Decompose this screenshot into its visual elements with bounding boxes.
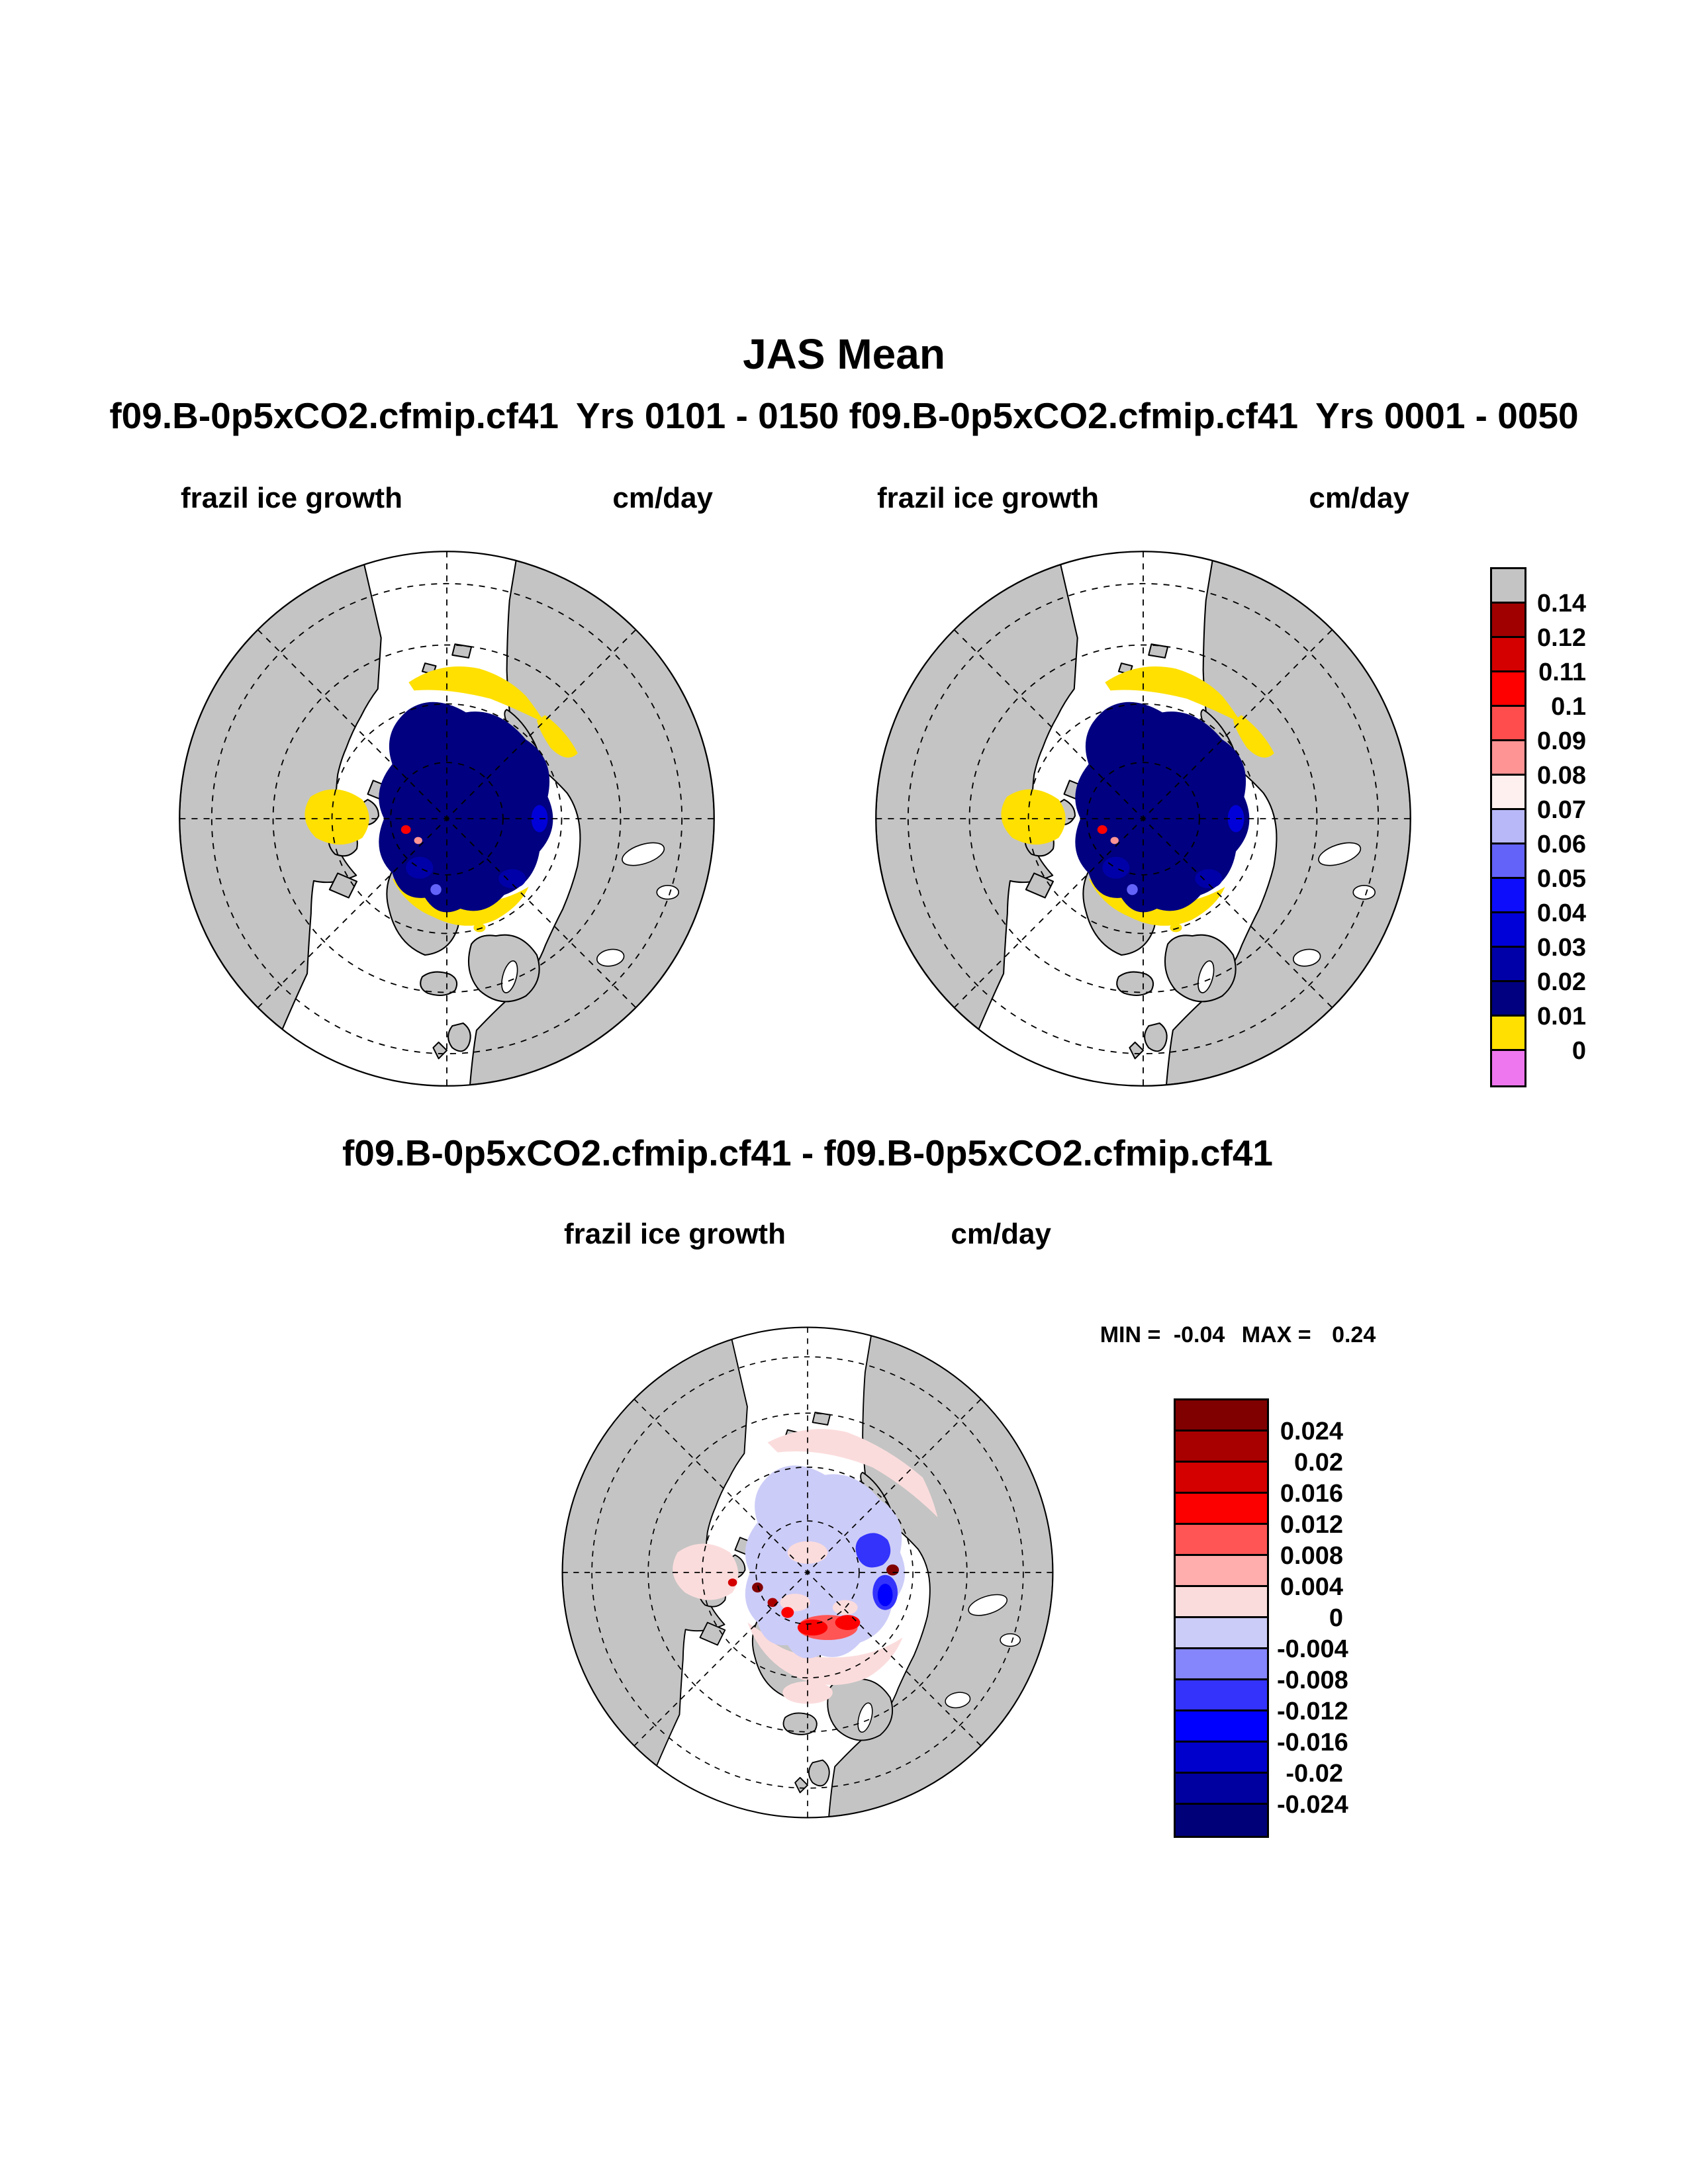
data-field-patch (835, 1615, 861, 1630)
colorbar-tick-label: -0.004 (1277, 1635, 1348, 1663)
right-case-years: Yrs 0001 - 0050 (1315, 395, 1579, 436)
colorbar-main (1490, 567, 1586, 1087)
left-case-name: f09.B-0p5xCO2.cfmip.cf41 (109, 395, 559, 436)
colorbar-cell (1176, 1711, 1267, 1743)
colorbar-tick-label: -0.008 (1277, 1666, 1348, 1694)
colorbar-tick-label: -0.02 (1286, 1760, 1343, 1788)
colorbar-bar (1174, 1398, 1269, 1838)
colorbar-cell (1492, 810, 1524, 844)
colorbar-cell (1176, 1432, 1267, 1463)
data-field-patch (728, 1578, 737, 1586)
colorbar-cell (1492, 741, 1524, 776)
colorbar-cell (1492, 604, 1524, 638)
data-field-patch (430, 884, 441, 895)
colorbar-bar (1490, 567, 1526, 1087)
data-field-patch (1098, 825, 1107, 834)
colorbar-tick-label: 0.05 (1537, 865, 1586, 893)
colorbar-tick-label: 0.07 (1537, 796, 1586, 824)
colorbar-tick-label: -0.012 (1277, 1698, 1348, 1725)
colorbar-cell (1492, 913, 1524, 948)
colorbar-tick-label: 0.14 (1537, 590, 1586, 617)
colorbar-cell (1492, 844, 1524, 879)
units-label: cm/day (951, 1218, 1051, 1250)
panel-difference (557, 1218, 1058, 1823)
colorbar-cell (1176, 1805, 1267, 1836)
data-field-patch (414, 837, 422, 844)
data-field-patch (886, 1565, 899, 1576)
colorbar-cell (1176, 1400, 1267, 1432)
max-label: MAX = (1241, 1322, 1311, 1347)
data-field-patch (1111, 837, 1119, 844)
figure-subtitle (0, 394, 1688, 437)
units-label: cm/day (1309, 482, 1409, 514)
landmass (1145, 1023, 1167, 1051)
data-field-patch (1195, 869, 1222, 888)
colorbar-tick-label: -0.024 (1277, 1791, 1348, 1819)
data-field-patch (401, 825, 411, 834)
colorbar-cell (1492, 1051, 1524, 1085)
colorbar-cell (1176, 1774, 1267, 1805)
lake (1353, 886, 1375, 899)
data-field-patch (856, 1533, 891, 1567)
data-field-patch (798, 1619, 827, 1635)
colorbar-tick-label: 0.1 (1551, 693, 1586, 721)
polar-map-top-left (174, 546, 720, 1091)
lake (657, 886, 679, 899)
figure-title: JAS Mean (743, 330, 945, 378)
polar-map-top-right (870, 546, 1416, 1091)
data-field-patch (406, 857, 433, 879)
data-field-patch (1127, 884, 1137, 895)
colorbar-tick-label: 0.008 (1280, 1542, 1343, 1570)
colorbar-cell (1492, 569, 1524, 604)
colorbar-cell (1176, 1587, 1267, 1618)
colorbar-cell (1492, 948, 1524, 982)
colorbar-tick-label: 0.09 (1537, 727, 1586, 755)
panel-top-right (870, 482, 1416, 1091)
colorbar-cell (1176, 1463, 1267, 1494)
max-value: 0.24 (1332, 1322, 1376, 1347)
data-field-patch (1170, 923, 1182, 932)
landmass (809, 1760, 829, 1786)
colorbar-cell (1176, 1649, 1267, 1680)
colorbar-tick-label: 0.012 (1280, 1511, 1343, 1539)
colorbar-cell (1492, 672, 1524, 707)
colorbar-tick-label: 0.12 (1537, 624, 1586, 652)
variable-label: frazil ice growth (877, 482, 1099, 514)
colorbar-cell (1176, 1525, 1267, 1556)
right-case-name: f09.B-0p5xCO2.cfmip.cf41 (849, 395, 1299, 436)
difference-title: f09.B-0p5xCO2.cfmip.cf41 - f09.B-0p5xCO2.cfmip.cf41 (342, 1132, 1274, 1173)
colorbar-tick-label: 0.06 (1537, 831, 1586, 858)
min-value: -0.04 (1173, 1322, 1225, 1347)
data-field-patch (833, 1600, 858, 1615)
data-field-patch (781, 1607, 794, 1618)
data-field-patch (1102, 857, 1129, 879)
min-label: MIN = (1100, 1322, 1161, 1347)
minmax-stats (1079, 1322, 1397, 1348)
colorbar-cell (1176, 1680, 1267, 1711)
colorbar-tick-label: 0 (1329, 1604, 1343, 1632)
data-field-patch (1192, 684, 1203, 692)
data-field-patch (768, 1598, 778, 1608)
data-field-patch (473, 923, 485, 932)
colorbar-tick-label: 0.11 (1538, 659, 1586, 686)
lake (1000, 1634, 1020, 1647)
colorbar-cell (1492, 776, 1524, 810)
colorbar-cell (1492, 982, 1524, 1017)
colorbar-cell (1492, 1017, 1524, 1051)
variable-label: frazil ice growth (181, 482, 402, 514)
polar-map-difference (557, 1322, 1058, 1823)
colorbar-cell (1176, 1556, 1267, 1587)
colorbar-cell (1492, 707, 1524, 741)
colorbar-cell (1492, 879, 1524, 913)
colorbar-tick-label: 0.03 (1537, 934, 1586, 962)
panel-top-left (174, 482, 720, 1091)
colorbar-cell (1176, 1494, 1267, 1525)
data-field-patch (498, 869, 526, 888)
colorbar-tick-label: 0.02 (1294, 1449, 1343, 1477)
colorbar-tick-label: -0.016 (1277, 1729, 1348, 1756)
left-case-years: Yrs 0101 - 0150 (575, 395, 839, 436)
colorbar-tick-label: 0.016 (1280, 1480, 1343, 1508)
variable-label: frazil ice growth (564, 1218, 786, 1250)
landmass (448, 1023, 471, 1051)
colorbar-tick-label: 0.02 (1537, 968, 1586, 996)
colorbar-cell (1176, 1743, 1267, 1774)
panel-top-right-header (870, 482, 1416, 515)
data-field-patch (496, 684, 506, 692)
colorbar-cell (1176, 1618, 1267, 1649)
colorbar-tick-label: 0.01 (1537, 1003, 1586, 1030)
colorbar-cell (1492, 638, 1524, 672)
colorbar-tick-label: 0.04 (1537, 899, 1586, 927)
data-field-patch (878, 1584, 893, 1606)
colorbar-tick-label: 0.024 (1280, 1418, 1343, 1445)
panel-difference-header (557, 1218, 1058, 1251)
colorbar-tick-label: 0 (1571, 1037, 1586, 1065)
colorbar-tick-label: 0.004 (1280, 1573, 1343, 1601)
units-label: cm/day (612, 482, 713, 514)
colorbar-difference (1174, 1398, 1348, 1838)
panel-top-left-header (174, 482, 720, 515)
data-field-patch (752, 1582, 763, 1592)
colorbar-tick-label: 0.08 (1537, 762, 1586, 790)
